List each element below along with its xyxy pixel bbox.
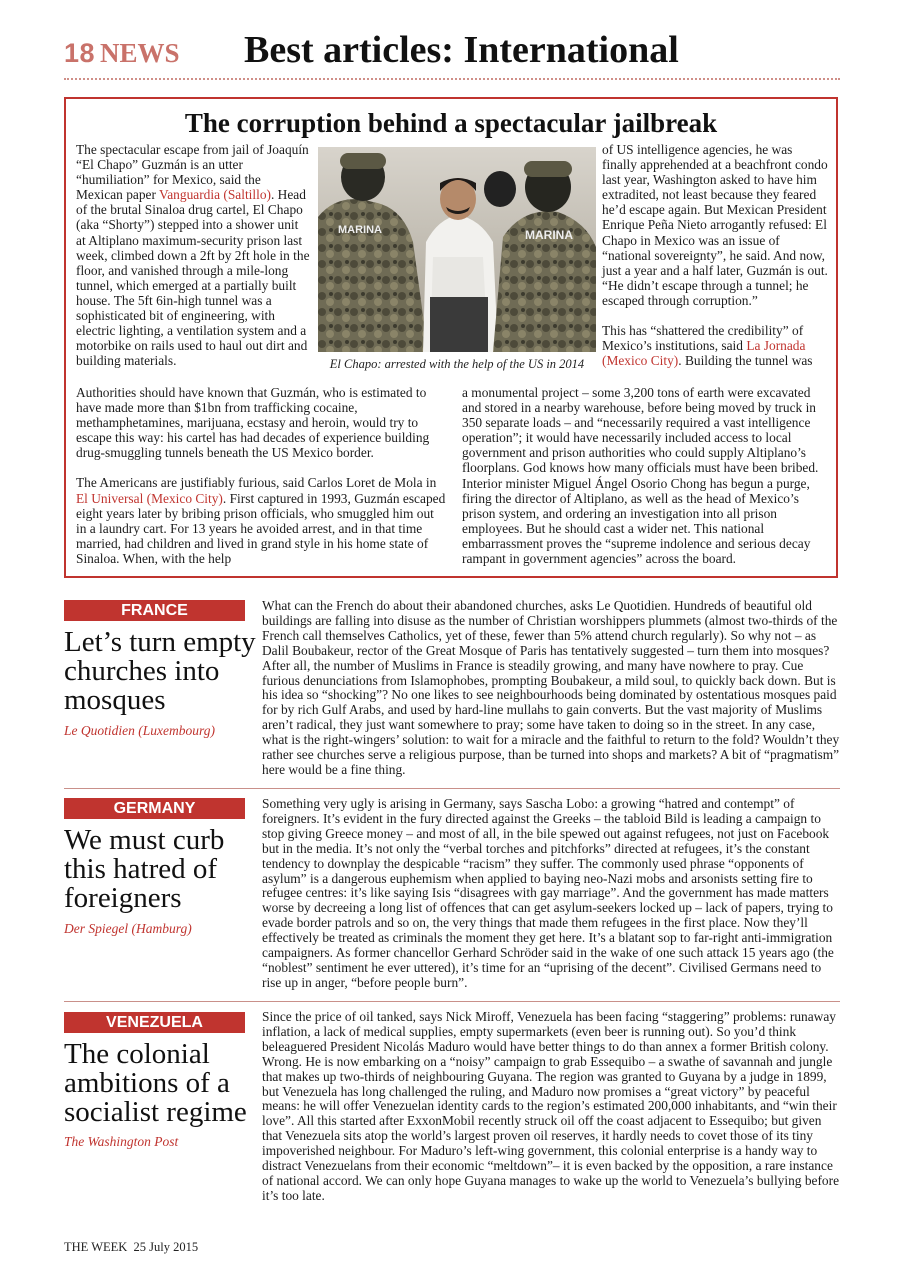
germany-headline: We must curb this hatred of foreigners	[64, 824, 225, 914]
lead-column-1	[76, 142, 310, 368]
lead-col-3-para-2-cont: . Building the tunnel was	[678, 353, 813, 369]
venezuela-headline: The colonial ambitions of a socialist regime	[64, 1038, 247, 1128]
section-label: NEWS	[100, 38, 180, 68]
lead-col-3-para-2: This has “shattered the credibility” of Mexico’s institutions, said	[602, 323, 804, 354]
country-tag-france: FRANCE	[64, 600, 245, 621]
germany-source: Der Spiegel (Hamburg)	[64, 921, 192, 936]
lead-column-3	[602, 142, 830, 368]
photo-caption: El Chapo: arrested with the help of the US in 2014	[329, 357, 585, 371]
country-tag-venezuela: VENEZUELA	[64, 1012, 245, 1033]
lead-col-2-para-2-cont: . First captured in 1993, Guzmán escaped eight years later by bribing prison officials, who smuggled him out in a laundry cart. For 13 years he avoided arrest, and in that time married, had children and lived in grand style in his home state of Sinaloa. When, with the help	[76, 490, 446, 566]
country-tag-germany: GERMANY	[64, 798, 245, 819]
france-headline: Let’s turn empty churches into mosques	[64, 626, 256, 716]
source-la-jornada: La Jornada (Mexico City)	[602, 338, 806, 369]
panel-separator	[64, 1001, 840, 1002]
page-number: 18	[64, 38, 96, 68]
france-article-text: What can the French do about their abandoned churches, asks Le Quotidien. Hundreds of beautiful old buildings are falling into disuse as the number of Christian worshippers plummets (almost two-thirds of the French call themselves Catholics, yet of these, fewer than 5% attend church regularly). So why not – as Dalil Boubakeur, rector of the Great Mosque of Paris has tentatively suggested – turn them into mosques? After all, the number of Muslims in France is steadily growing, and many have nowhere to pray. Cue furious denunciations from Islamophobes, prompting Boubakeur, a mild soul, to quickly back down. But is his idea so “shocking”? No one likes to see neighbourhoods being dominated by ostentatious mosques paid for by rich Gulf Arabs, and used by hard-line mullahs to gain converts. But the vast majority of Muslims aren’t radical, they just want somewhere to pray; some have taken to doing so in the street. In any case, what is the right-wingers’ solution: to wait for a miracle and the faithful to return to the fold? Wouldn’t they rather see churches serve a religious purpose, than be turned into shops and markets? A bit of “pragmatism” here would be a fine thing.	[262, 598, 840, 777]
france-source: Le Quotidien (Luxembourg)	[64, 723, 215, 738]
lead-col-2-para-1: Authorities should have known that Guzmán, who is estimated to have made more than $1bn from trafficking cocaine, methamphetamines, marijuana, ecstasy and heroin, would try to escape this way: his cartel has had decades of experience building drug-smuggling tunnels beneath the US Mexico border.	[76, 385, 430, 461]
photo-vest-label-right: MARINA	[525, 228, 573, 242]
page-title: Best articles: International	[244, 29, 679, 71]
panel-separator	[64, 788, 840, 789]
lead-col-3-para-1: of US intelligence agencies, he was finally apprehended at a beachfront condo last year, Washington asked to have him extradited, not least because they feared he’d escape again. But Mexican President Enrique Peña Nieto arrogantly refused: El Chapo in Mexico was an issue of “national sovereignty”, he said. And now, just a year and a half later, Guzmán is out. “He didn’t escape through a tunnel; he escaped through corruption.”	[602, 142, 828, 308]
lead-column-4	[462, 385, 828, 566]
source-vanguardia: Vanguardia (Saltillo)	[159, 187, 271, 203]
photo-illustration	[318, 147, 596, 352]
lead-column-2	[76, 385, 446, 566]
source-el-universal: El Universal (Mexico City)	[76, 490, 223, 506]
venezuela-article-text: Since the price of oil tanked, says Nick Miroff, Venezuela has been facing “staggering” problems: runaway inflation, a lack of medical supplies, empty supermarkets (even beer is running out). So you’d think beleaguered President Nicolás Maduro would have better things to do than annex a former British colony. Wrong. He is now embarking on a “noisy” campaign to grab Essequibo – a swathe of savannah and jungle that makes up two-thirds of neighbouring Guyana. The region was granted to Guyana by a judge in 1899, but Venezuela has long challenged the ruling, and Maduro now promises a “great victory” by peaceful means: he will offer Venezuelan identity cards to the region’s estimated 200,000 inhabitants, and “win their love”. All this started after ExxonMobil recently struck oil off the coast adjacent to Essequibo; but given that Venezuela sits atop the world’s largest proven oil reserves, it hardly needs to covet those of its tiny impoverished neighbour. For Maduro’s left-wing government, this colonial enterprise is a handy way to distract Venezuelans from their economic “meltdown”– it is even backed by the opposition, a rare instance of national accord. We can only hope Guyana manages to wake up the world to Venezuela’s bullying before it’s too late.	[262, 1009, 840, 1203]
lead-headline: The corruption behind a spectacular jailbreak	[184, 108, 718, 138]
el-chapo-photo	[318, 147, 596, 352]
footer-publication: THE WEEK	[64, 1240, 128, 1254]
page-footer	[64, 1240, 198, 1255]
lead-col-1-text-cont: . Head of the brutal Sinaloa drug cartel, El Chapo (aka “Shorty”) stepped into a shower unit at Altiplano maximum-security prison last week, climbed down a 2ft by 2ft hole in the floor, and vanished through a mile-long tunnel, which emerged at a partially built house. The 5ft 6in-high tunnel was a sophisticated bit of engineering, with electric lighting, a ventilation system and a motorbike on rails used to haul out dirt and building materials.	[76, 187, 310, 369]
germany-article-text: Something very ugly is arising in Germany, says Sascha Lobo: a growing “hatred and contempt” of foreigners. It’s evident in the fury directed against the Greeks – the tabloid Bild is leading a campaign to stop giving Greece money – and most of all, in the bile spewed out against refugees, not just on Facebook but in the media. It’s not only the “verbal torches and pitchforks” directed at refugees, it’s the constant tendency to downplay the despicable “racism” they suffer. The commonly used phrase “opponents of asylum” is a dangerous euphemism when applied to baying neo-Nazi mobs and arsonists setting fire to refugee centres: it’s like saying Isis “disagrees with gay marriage”. And the government has made matters worse by decreeing a long list of offences that can get asylum-seekers locked up – lack of papers, trying to evade border patrols and so on, the very things that made them refugees in the first place. Now they’ll effectively be treated as criminals the moment they get here. It’s a blatant sop to far-right anti-immigration campaigners. As former chancellor Gerhard Schröder said in the wake of one such attack 15 years ago (the “noblest” sentiment he ever uttered), it’s time for an “uprising of the decent”. Civilised Germans need to rise up in anger, “before people burn”.	[262, 796, 834, 990]
footer-date: 25 July 2015	[133, 1240, 199, 1254]
venezuela-source: The Washington Post	[64, 1134, 179, 1149]
photo-vest-label-left: MARINA	[338, 224, 382, 236]
lead-col-4-text: a monumental project – some 3,200 tons of earth were excavated and stored in a nearby warehouse, before being moved by truck in 350 separate loads – and “necessarily required a vast intelligence operation”; it would have necessarily included access to local government and prison authorities who could supply Altiplano’s floorplans. God knows how many officials must have been bribed. Interior minister Miguel Ángel Osorio Chong has begun a purge, firing the director of Altiplano, as well as the head of Mexico’s prison system, and ordering an investigation into all prison employees. But he should cast a wider net. This national embarrassment proves the “supreme indolence and serious decay rampant in government agencies” across the board.	[462, 385, 819, 567]
header-rule	[64, 78, 840, 80]
lead-col-2-para-2: The Americans are justifiably furious, said Carlos Loret de Mola in	[76, 475, 437, 491]
lead-col-1-text: The spectacular escape from jail of Joaquín “El Chapo” Guzmán is an utter “humiliation” for Mexico, said the Mexican paper	[76, 142, 309, 203]
